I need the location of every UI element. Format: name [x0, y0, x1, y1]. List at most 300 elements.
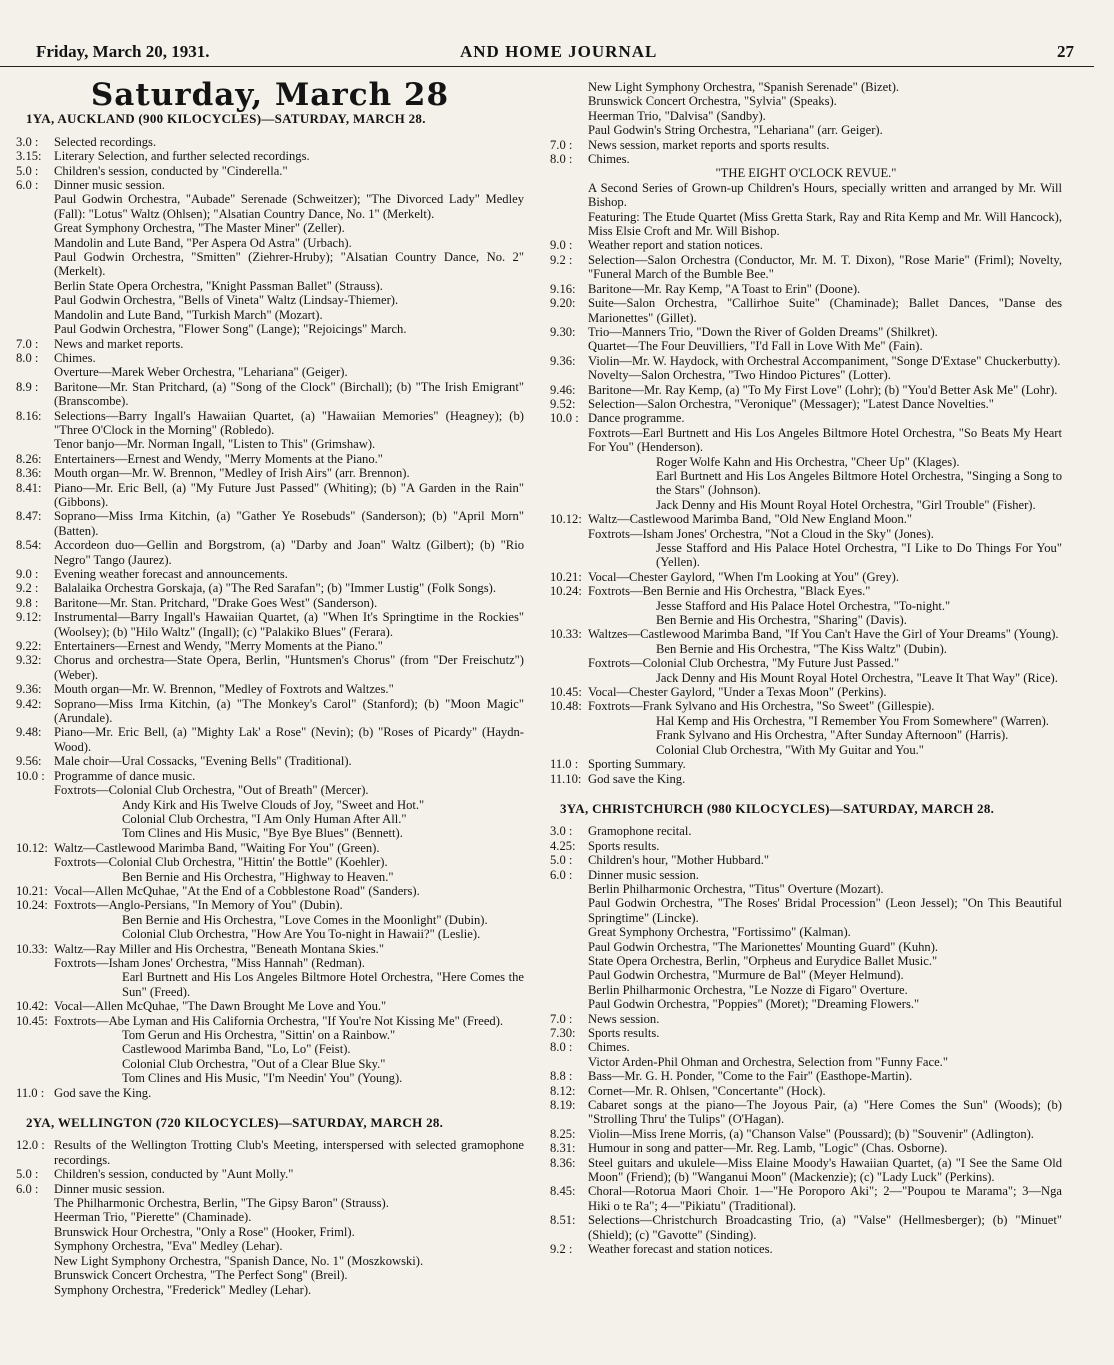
program-time — [550, 1055, 588, 1069]
program-text: News session, market reports and sports results. — [588, 137, 830, 152]
program-list-2ya-cont — [550, 80, 1062, 166]
program-line — [16, 1057, 524, 1071]
page-title: Saturday, March 28 — [90, 77, 450, 113]
program-line — [550, 253, 1062, 282]
program-text: Mandolin and Lute Band, "Per Aspera Od Astra" (Urbach). — [54, 235, 352, 250]
program-time: 8.26: — [16, 451, 42, 466]
program-line — [550, 210, 1062, 239]
program-line — [550, 839, 1062, 853]
program-time: 6.0 : — [16, 178, 39, 193]
program-time: 9.22: — [16, 639, 42, 654]
program-text: Tenor banjo—Mr. Norman Ingall, "Listen to This" (Grimshaw). — [54, 437, 376, 452]
program-line — [550, 1242, 1062, 1256]
program-time: 9.0 : — [16, 567, 39, 581]
program-time: 9.2 : — [16, 581, 39, 596]
program-time: 10.0 : — [16, 768, 45, 783]
program-line — [550, 656, 1062, 670]
program-line — [16, 1239, 524, 1253]
program-text: Male choir—Ural Cossacks, "Evening Bells" (Traditional). — [54, 754, 352, 769]
program-time: 10.12: — [550, 512, 582, 527]
program-text: Children's hour, "Mother Hubbard." — [588, 853, 769, 868]
program-line — [16, 567, 524, 581]
program-list-1ya — [16, 135, 524, 1100]
program-time: 7.0 : — [16, 336, 39, 351]
program-time: 10.0 : — [550, 411, 579, 426]
program-time: 10.33: — [16, 941, 48, 956]
program-time: 10.21: — [550, 569, 582, 584]
program-time — [16, 322, 54, 336]
program-time — [550, 983, 588, 997]
program-line — [550, 896, 1062, 925]
program-text: Brunswick Hour Orchestra, "Only a Rose" (Hooker, Friml). — [54, 1224, 355, 1239]
program-time: 6.0 : — [16, 1181, 39, 1196]
program-time: 9.20: — [550, 296, 576, 311]
program-text: Foxtrots—Anglo-Persians, "In Memory of You" (Dubin). — [54, 898, 343, 913]
program-line — [16, 596, 524, 610]
program-line — [550, 1184, 1062, 1213]
program-line — [16, 999, 524, 1013]
program-time — [550, 671, 588, 685]
program-line — [16, 250, 524, 279]
program-time: 7.0 : — [550, 137, 573, 152]
program-time: 9.16: — [550, 281, 576, 296]
program-time: 11.0 : — [550, 757, 579, 772]
program-time — [550, 954, 588, 968]
program-time: 3.15: — [16, 149, 42, 164]
program-text: Ben Bernie and His Orchestra, "Love Comes in the Moonlight" (Dubin). — [122, 912, 488, 927]
program-text: Baritone—Mr. Stan. Pritchard, "Drake Goes West" (Sanderson). — [54, 595, 378, 610]
program-line — [550, 541, 1062, 570]
program-text: Ben Bernie and His Orchestra, "Sharing" (Davis). — [656, 613, 907, 628]
program-list-2ya — [16, 1138, 524, 1296]
program-line — [550, 570, 1062, 584]
program-text: Selection—Salon Orchestra, "Veronique" (Messager); "Latest Dance Novelties." — [588, 396, 994, 411]
program-text: A Second Series of Grown-up Children's Hours, specially written and arranged by Mr. Will Bishop. — [588, 180, 1062, 210]
program-time: 8.16: — [16, 408, 42, 423]
program-text: Trio—Manners Trio, "Down the River of Golden Dreams" (Shilkret). — [588, 324, 938, 339]
program-text: Soprano—Miss Irma Kitchin, (a) "The Monkey's Carol" (Stanford); (b) "Moon Magic" (Arundale). — [54, 696, 524, 726]
program-line — [16, 1182, 524, 1196]
program-text: Sporting Summary. — [588, 757, 686, 772]
program-line — [16, 466, 524, 480]
program-time — [550, 94, 588, 108]
program-time — [16, 826, 54, 840]
program-line — [16, 1268, 524, 1282]
program-text: Accordeon duo—Gellin and Borgstrom, (a) "Darby and Joan" Waltz (Gilbert); (b) "Rio Negro" Tango (Jaurez). — [54, 538, 524, 567]
program-time — [16, 221, 54, 235]
program-time — [16, 1210, 54, 1224]
program-text: Sports results. — [588, 1026, 660, 1040]
program-line — [16, 1028, 524, 1042]
program-text: Selections—Barry Ingall's Hawaiian Quartet, (a) "Hawaiian Memories" (Heagney); (b) "Three O'Clock in the Morning" (Robledo). — [54, 408, 524, 437]
program-line — [16, 942, 524, 956]
program-line — [550, 455, 1062, 469]
program-text: Tom Gerun and His Orchestra, "Sittin' on a Rainbow." — [122, 1028, 396, 1042]
program-text: Vocal—Chester Gaylord, "When I'm Looking at You" (Grey). — [588, 569, 900, 584]
program-line — [16, 308, 524, 322]
program-time: 8.0 : — [550, 152, 573, 167]
program-text: Soprano—Miss Irma Kitchin, (a) "Gather Ye Rosebuds" (Sanderson); (b) "April Morn" (Batten). — [54, 509, 524, 538]
program-line — [16, 322, 524, 336]
program-line — [550, 925, 1062, 939]
program-line — [16, 1086, 524, 1100]
program-line — [16, 365, 524, 379]
program-text: Programme of dance music. — [54, 768, 196, 783]
program-text: Great Symphony Orchestra, "The Master Miner" (Zeller). — [54, 221, 345, 236]
program-line — [16, 1254, 524, 1268]
program-line — [16, 409, 524, 438]
program-time: 10.24: — [550, 584, 582, 599]
program-line — [16, 135, 524, 149]
program-text: Foxtrots—Colonial Club Orchestra, "Out of Breath" (Mercer). — [54, 783, 369, 798]
program-text: Hal Kemp and His Orchestra, "I Remember You From Somewhere" (Warren). — [656, 713, 1049, 728]
program-time — [550, 728, 588, 742]
program-line — [550, 1084, 1062, 1098]
program-line — [550, 296, 1062, 325]
program-text: Roger Wolfe Kahn and His Orchestra, "Cheer Up" (Klages). — [656, 454, 960, 469]
program-time — [550, 527, 588, 541]
program-time: 8.8 : — [550, 1069, 573, 1084]
program-line — [550, 728, 1062, 742]
program-line — [550, 1127, 1062, 1141]
header-page-number: 27 — [1057, 42, 1074, 61]
program-line — [16, 610, 524, 639]
program-text: God save the King. — [588, 771, 686, 786]
program-time — [16, 1196, 54, 1210]
program-text: Baritone—Mr. Stan Pritchard, (a) "Song of the Clock" (Birchall); (b) "The Irish Emigrant" (Branscombe). — [54, 379, 524, 409]
program-time: 6.0 : — [550, 867, 573, 882]
program-line — [550, 426, 1062, 455]
program-text: Foxtrots—Colonial Club Orchestra, "Hittin' the Bottle" (Koehler). — [54, 855, 388, 870]
program-time: 5.0 : — [16, 1167, 39, 1182]
program-time — [550, 882, 588, 896]
program-time — [550, 997, 588, 1011]
program-line — [550, 772, 1062, 786]
program-line — [550, 181, 1062, 210]
program-text: Children's session, conducted by "Cinderella." — [54, 163, 288, 178]
program-line — [550, 1040, 1062, 1054]
program-time — [16, 308, 54, 322]
header-journal: AND HOME JOURNAL — [460, 42, 658, 61]
program-text: Violin—Mr. W. Haydock, with Orchestral Accompaniment, "Songe D'Extase" Chuckerbutty). — [588, 353, 1061, 368]
program-time: 9.8 : — [16, 595, 39, 610]
program-time — [550, 599, 588, 613]
program-line — [16, 481, 524, 510]
program-time — [550, 642, 588, 656]
program-line — [16, 725, 524, 754]
program-time — [550, 940, 588, 954]
program-line — [16, 956, 524, 970]
program-time — [550, 925, 588, 939]
program-time: 8.47: — [16, 509, 42, 524]
program-time: 8.54: — [16, 538, 42, 553]
program-text: Selections—Christchurch Broadcasting Trio, (a) "Valse" (Hellmesberger); (b) "Minuet" (Shield); (c) "Gavotte" (Sinding). — [588, 1213, 1062, 1242]
program-line — [16, 236, 524, 250]
program-time — [16, 437, 54, 451]
program-text: Foxtrots—Ben Bernie and His Orchestra, "Black Eyes." — [588, 584, 871, 599]
program-line — [16, 1042, 524, 1056]
program-text: Waltz—Castlewood Marimba Band, "Old New England Moon." — [588, 512, 913, 527]
program-line — [16, 1210, 524, 1224]
program-time — [16, 798, 54, 812]
program-text: Weather forecast and station notices. — [588, 1242, 773, 1257]
program-time — [16, 365, 54, 379]
program-text: Foxtrots—Earl Burtnett and His Los Angeles Biltmore Hotel Orchestra, "So Beats My Heart For You" (Henderson). — [588, 425, 1062, 455]
program-text: Literary Selection, and further selected recordings. — [54, 149, 310, 164]
program-time — [16, 293, 54, 307]
program-text: Castlewood Marimba Band, "Lo, Lo" (Feist). — [122, 1042, 351, 1057]
program-text: Ben Bernie and His Orchestra, "Highway to Heaven." — [122, 869, 394, 884]
program-line — [550, 512, 1062, 526]
program-line — [550, 584, 1062, 598]
program-line — [16, 178, 524, 192]
program-time: 9.46: — [550, 382, 576, 397]
program-time: 9.56: — [16, 754, 42, 769]
program-time — [16, 970, 54, 999]
program-line — [550, 354, 1062, 368]
program-time: 3.0 : — [16, 134, 39, 149]
program-line — [16, 1225, 524, 1239]
program-time — [550, 541, 588, 570]
program-text: Jack Denny and His Mount Royal Hotel Orchestra, "Girl Trouble" (Fisher). — [656, 497, 1036, 512]
program-time: 9.12: — [16, 610, 42, 625]
program-text: Novelty—Salon Orchestra, "Two Hindoo Pictures" (Lotter). — [588, 368, 891, 383]
program-time: 8.0 : — [16, 350, 39, 365]
program-text: Piano—Mr. Eric Bell, (a) "Mighty Lak' a Rose" (Nevin); (b) "Roses of Picardy" (Haydn-Wood). — [54, 725, 524, 754]
program-line — [550, 80, 1062, 94]
program-line — [550, 383, 1062, 397]
program-text: Berlin Philharmonic Orchestra, "Le Nozze di Figaro" Overture. — [588, 982, 908, 997]
program-line — [550, 1069, 1062, 1083]
program-line — [550, 940, 1062, 954]
program-time: 12.0 : — [16, 1138, 45, 1153]
program-time: 10.33: — [550, 627, 582, 642]
program-time: 9.52: — [550, 396, 576, 411]
program-text: Frank Sylvano and His Orchestra, "After Sunday Afternoon" (Harris). — [656, 728, 1009, 743]
program-text: Quartet—The Four Deuvilliers, "I'd Fall in Love With Me" (Fain). — [588, 339, 923, 354]
program-text: Colonial Club Orchestra, "Out of a Clear Blue Sky." — [122, 1056, 386, 1071]
program-text: Paul Godwin Orchestra, "Smitten" (Ziehrer-Hruby); "Alsatian Country Dance, No. 2" (Merkelt). — [54, 250, 524, 279]
program-time — [16, 279, 54, 293]
program-time: 10.42: — [16, 999, 48, 1014]
program-text: Instrumental—Barry Ingall's Hawaiian Quartet, (a) "When It's Springtime in the Rockies" (Woolsey); (b) "Hilo Waltz" (Ingall); (c) "Palakiko Blues" (Ferara). — [54, 610, 524, 639]
program-line — [16, 1014, 524, 1028]
program-line — [16, 293, 524, 307]
program-time — [16, 1254, 54, 1268]
program-time — [550, 613, 588, 627]
program-line — [550, 325, 1062, 339]
program-text: Mouth organ—Mr. W. Brennon, "Medley of Foxtrots and Waltzes." — [54, 682, 394, 697]
program-time: 8.0 : — [550, 1040, 573, 1055]
program-text: Berlin State Opera Orchestra, "Knight Passman Ballet" (Strauss). — [54, 278, 383, 293]
program-line — [550, 1026, 1062, 1040]
program-line — [550, 94, 1062, 108]
program-line — [550, 642, 1062, 656]
program-text: Choral—Rotorua Maori Choir. 1—"He Poroporo Aki"; 2—"Poupou te Marama"; 3—Nga Hiki o te Ra"; 4—"Pikiatu" (Traditional). — [588, 1184, 1062, 1213]
program-text: Colonial Club Orchestra, "I Am Only Human After All." — [122, 811, 407, 826]
revue-title: "THE EIGHT O'CLOCK REVUE." — [715, 166, 897, 181]
program-text: Waltzes—Castlewood Marimba Band, "If You Can't Have the Girl of Your Dreams" (Young). — [588, 627, 1059, 642]
program-text: Steel guitars and ukulele—Miss Elaine Moody's Hawaiian Quartet, (a) "I See the Same Old Moon" (Friend); (b) "Wanganui Moon" (Mackenzie); (c) "Lady Luck" (Perkins). — [588, 1155, 1062, 1185]
program-time: 10.48: — [550, 699, 582, 714]
program-text: Foxtrots—Frank Sylvano and His Orchestra, "So Sweet" (Gillespie). — [588, 699, 935, 714]
program-time: 10.45: — [16, 1013, 48, 1028]
program-line — [16, 769, 524, 783]
program-time — [16, 783, 54, 797]
program-text: New Light Symphony Orchestra, "Spanish Dance, No. 1" (Moszkowski). — [54, 1253, 424, 1268]
program-time — [550, 123, 588, 137]
program-text: Evening weather forecast and announcements. — [54, 567, 288, 581]
program-text: Foxtrots—Isham Jones' Orchestra, "Miss Hannah" (Redman). — [54, 955, 365, 970]
program-time: 8.31: — [550, 1141, 576, 1156]
program-line — [16, 682, 524, 696]
program-time: 9.36: — [16, 682, 42, 697]
program-line — [16, 1071, 524, 1085]
program-line — [16, 192, 524, 221]
program-text: Chimes. — [54, 350, 96, 365]
program-line — [16, 581, 524, 595]
program-text: Selected recordings. — [54, 134, 157, 149]
program-time: 8.51: — [550, 1213, 576, 1228]
program-text: Weather report and station notices. — [588, 238, 763, 253]
program-line — [16, 437, 524, 451]
program-text: Gramophone recital. — [588, 824, 692, 839]
program-list-2ya-cont2 — [550, 181, 1062, 786]
program-text: Dance programme. — [588, 411, 685, 426]
left-column — [16, 77, 524, 1297]
program-text: Sports results. — [588, 838, 660, 853]
program-text: Colonial Club Orchestra, "With My Guitar and You." — [656, 742, 924, 757]
program-time: 7.30: — [550, 1026, 576, 1040]
program-line — [550, 368, 1062, 382]
program-line — [550, 685, 1062, 699]
program-text: News session. — [588, 1011, 660, 1026]
program-text: Vocal—Allen McQuhae, "At the End of a Cobblestone Road" (Sanders). — [54, 883, 420, 898]
program-text: Symphony Orchestra, "Frederick" Medley (Lehar). — [54, 1282, 312, 1297]
program-time — [550, 455, 588, 469]
program-line — [550, 954, 1062, 968]
program-line — [550, 882, 1062, 896]
header-date: Friday, March 20, 1931. — [36, 42, 210, 61]
station-heading-3ya: 3YA, CHRISTCHURCH (980 KILOCYCLES)—SATURDAY, MARCH 28. — [560, 800, 995, 816]
program-time: 9.30: — [550, 324, 576, 339]
program-text: Dinner music session. — [54, 1181, 165, 1196]
program-time: 9.36: — [550, 353, 576, 368]
program-time: 5.0 : — [16, 163, 39, 178]
program-time: 8.19: — [550, 1098, 576, 1113]
program-line — [16, 1167, 524, 1181]
program-time: 9.0 : — [550, 238, 573, 253]
program-line — [16, 870, 524, 884]
program-time: 10.12: — [16, 840, 48, 855]
program-time — [550, 80, 588, 94]
program-text: Featuring: The Etude Quartet (Miss Gretta Stark, Ray and Rita Kemp and Mr. Will Hancock), Miss Elsie Croft and Mr. Will Bishop. — [588, 209, 1062, 239]
program-line — [16, 812, 524, 826]
program-text: News and market reports. — [54, 336, 184, 351]
program-line — [16, 279, 524, 293]
program-text: Selection—Salon Orchestra (Conductor, Mr. M. T. Dixon), "Rose Marie" (Friml); Novelty, "Funeral March of the Bumble Bee." — [588, 252, 1062, 282]
program-time — [16, 1042, 54, 1056]
program-text: Bass—Mr. G. H. Ponder, "Come to the Fair" (Easthope-Martin). — [588, 1069, 913, 1084]
program-text: Heerman Trio, "Dalvisa" (Sandby). — [588, 108, 766, 123]
program-time: 11.0 : — [16, 1085, 45, 1100]
program-time: 8.36: — [16, 466, 42, 481]
program-time: 3.0 : — [550, 824, 573, 839]
program-text: Paul Godwin Orchestra, "Poppies" (Moret); "Dreaming Flowers." — [588, 997, 920, 1012]
program-time — [550, 743, 588, 757]
program-line — [16, 913, 524, 927]
program-text: Entertainers—Ernest and Wendy, "Merry Moments at the Piano." — [54, 639, 383, 654]
program-time — [16, 1057, 54, 1071]
program-text: Baritone—Mr. Ray Kemp, (a) "To My First Love" (Lohr); (b) "You'd Better Ask Me" (Lohr). — [588, 382, 1058, 397]
program-time: 4.25: — [550, 838, 576, 853]
program-time: 8.12: — [550, 1083, 576, 1098]
program-line — [16, 898, 524, 912]
program-text: New Light Symphony Orchestra, "Spanish Serenade" (Bizet). — [588, 80, 900, 94]
program-line — [16, 798, 524, 812]
program-time — [16, 812, 54, 826]
program-text: Paul Godwin Orchestra, "The Marionettes' Mounting Guard" (Kuhn). — [588, 939, 939, 954]
program-time — [550, 896, 588, 925]
program-line — [550, 498, 1062, 512]
program-text: Symphony Orchestra, "Eva" Medley (Lehar). — [54, 1239, 283, 1254]
program-text: Paul Godwin Orchestra, "Flower Song" (Lange); "Rejoicings" March. — [54, 322, 407, 337]
program-text: God save the King. — [54, 1085, 152, 1100]
program-text: Dinner music session. — [588, 867, 699, 882]
program-line — [550, 238, 1062, 252]
program-text: Foxtrots—Abe Lyman and His California Orchestra, "If You're Not Kissing Me" (Freed). — [54, 1013, 504, 1028]
program-time — [16, 956, 54, 970]
program-time: 9.42: — [16, 696, 42, 711]
program-line — [16, 452, 524, 466]
program-line — [16, 1283, 524, 1297]
program-line — [550, 627, 1062, 641]
program-time — [550, 968, 588, 982]
program-line — [16, 380, 524, 409]
program-text: Paul Godwin Orchestra, "Aubade" Serenade (Schweitzer); "The Divorced Lady" Medley (Fall): "Lotus" Waltz (Ohlsen); "Alsatian Country Dance, No. 1" (Merkelt). — [54, 192, 524, 221]
program-text: Humour in song and patter—Mr. Reg. Lamb, "Logic" (Chas. Osborne). — [588, 1141, 948, 1156]
station-heading-1ya: 1YA, AUCKLAND (900 KILOCYCLES)—SATURDAY, MARCH 28. — [26, 111, 426, 127]
program-time — [550, 714, 588, 728]
program-line — [16, 653, 524, 682]
program-time — [550, 469, 588, 498]
program-text: Mandolin and Lute Band, "Turkish March" (Mozart). — [54, 307, 323, 322]
program-line — [16, 754, 524, 768]
program-time — [16, 855, 54, 869]
program-text: Ben Bernie and His Orchestra, "The Kiss Waltz" (Dubin). — [656, 641, 947, 656]
program-line — [550, 1213, 1062, 1242]
program-line — [16, 221, 524, 235]
program-text: Entertainers—Ernest and Wendy, "Merry Moments at the Piano." — [54, 451, 383, 466]
program-line — [16, 509, 524, 538]
program-time: 7.0 : — [550, 1011, 573, 1026]
program-time — [16, 236, 54, 250]
program-line — [550, 397, 1062, 411]
program-time — [550, 426, 588, 455]
program-time — [16, 250, 54, 279]
program-text: Vocal—Chester Gaylord, "Under a Texas Moon" (Perkins). — [588, 685, 887, 700]
program-text: Chimes. — [588, 152, 630, 167]
program-line — [550, 1012, 1062, 1026]
program-text: Dinner music session. — [54, 178, 165, 193]
program-text: Paul Godwin's String Orchestra, "Lehariana" (arr. Geiger). — [588, 123, 883, 138]
program-time — [16, 1239, 54, 1253]
program-text: Berlin Philharmonic Orchestra, "Titus" Overture (Mozart). — [588, 881, 884, 896]
right-column — [550, 80, 1062, 1257]
program-time: 5.0 : — [550, 853, 573, 868]
program-time — [550, 656, 588, 670]
program-line — [550, 109, 1062, 123]
